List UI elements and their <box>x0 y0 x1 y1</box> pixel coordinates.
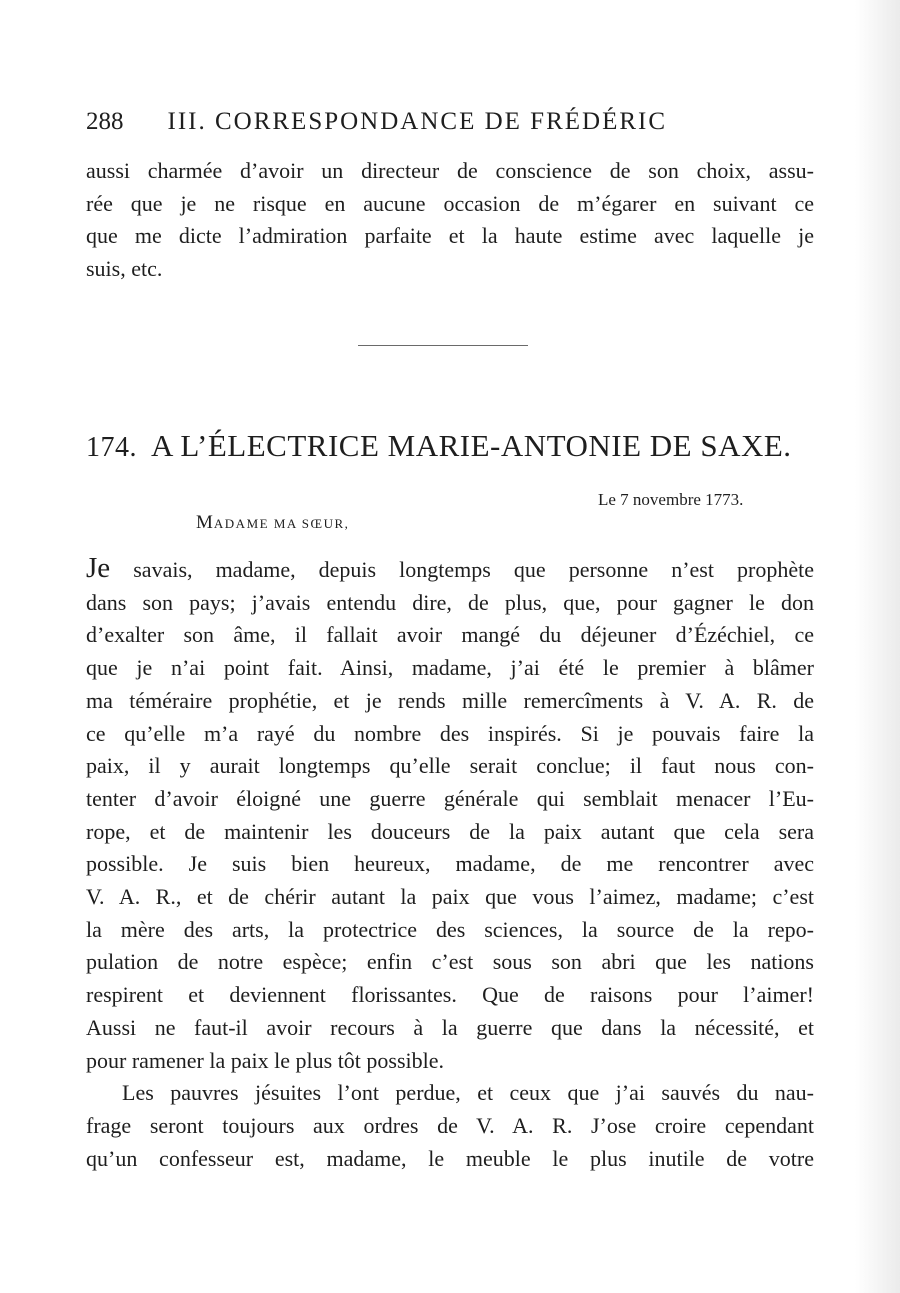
salutation-initial: M <box>196 512 214 533</box>
text-line: rée que je ne risque en aucune occasion de m’égarer en suivant ce <box>86 190 814 216</box>
text-line: possible. Je suis bien heureux, madame, de me rencontrer avec <box>86 851 814 877</box>
salutation-rest: ADAME MA SŒUR, <box>213 516 350 531</box>
text-line: frage seront toujours aux ordres de V. A. R. J’ose croire cependant <box>86 1112 814 1138</box>
text-line: qu’un confesseur est, madame, le meuble le plus inutile de votre <box>86 1145 814 1171</box>
text-line: Les pauvres jésuites l’ont perdue, et ceux que j’ai sauvés du nau- <box>122 1080 814 1106</box>
text-line: Aussi ne faut-il avoir recours à la guerre que dans la nécessité, et <box>86 1014 814 1040</box>
text-line: V. A. R., et de chérir autant la paix que vous l’aimez, madame; c’est <box>86 884 814 910</box>
text-line: dans son pays; j’avais entendu dire, de plus, que, pour gagner le don <box>86 589 814 615</box>
text-line-content: savais, madame, depuis longtemps que personne n’est prophète <box>110 557 814 582</box>
running-header-title: III. CORRESPONDANCE DE FRÉDÉRIC <box>167 108 668 135</box>
letter-heading <box>86 428 816 464</box>
letter-body <box>86 552 814 1175</box>
letter-date: Le 7 novembre 1773. <box>598 490 744 509</box>
text-line: pour ramener la paix le plus tôt possible. <box>86 1047 445 1073</box>
text-line: que me dicte l’admiration parfaite et la haute estime avec laquelle je <box>86 223 814 249</box>
opening-word: Je <box>86 552 111 584</box>
text-line: aussi charmée d’avoir un directeur de conscience de son choix, assu- <box>86 158 814 183</box>
letter-title: A L’ÉLECTRICE MARIE-ANTONIE DE SAXE. <box>151 428 792 463</box>
text-line: que je n’ai point fait. Ainsi, madame, j’ai été le premier à blâmer <box>86 655 814 681</box>
text-line: ce qu’elle m’a rayé du nombre des inspirés. Si je pouvais faire la <box>86 720 814 746</box>
letter-number: 174. <box>86 432 137 463</box>
section-divider <box>358 345 528 346</box>
page-number: 288 <box>86 108 124 135</box>
salutation <box>196 512 349 534</box>
text-line: respirent et deviennent florissantes. Que de raisons pour l’aimer! <box>86 982 814 1008</box>
text-line: tenter d’avoir éloigné une guerre générale qui semblait menacer l’Eu- <box>86 785 814 811</box>
text-line: la mère des arts, la protectrice des sciences, la source de la repo- <box>86 916 814 942</box>
running-header <box>86 108 726 136</box>
text-line <box>86 552 814 587</box>
text-line: paix, il y aurait longtemps qu’elle serait conclue; il faut nous con- <box>86 753 814 779</box>
text-line: d’exalter son âme, il fallait avoir mangé du déjeuner d’Ézéchiel, ce <box>86 622 814 648</box>
text-line: suis, etc. <box>86 256 163 282</box>
text-line: rope, et de maintenir les douceurs de la paix autant que cela sera <box>86 818 814 844</box>
continued-letter-text <box>86 155 814 286</box>
text-line: ma téméraire prophétie, et je rends mille remercîments à V. A. R. de <box>86 687 814 713</box>
text-line: pulation de notre espèce; enfin c’est sous son abri que les nations <box>86 949 814 975</box>
